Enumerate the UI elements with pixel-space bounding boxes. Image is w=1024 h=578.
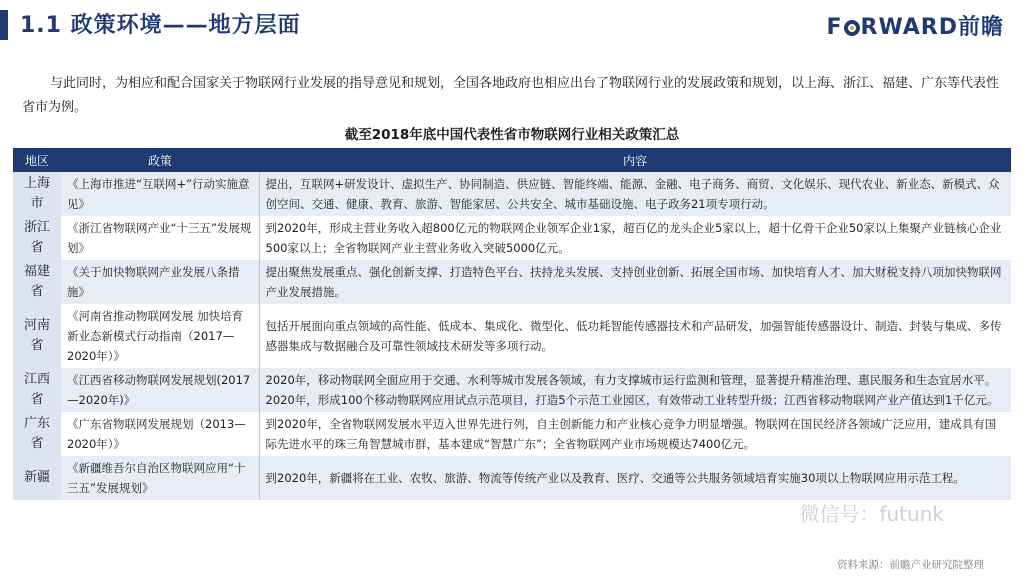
- region-cell: 广东省: [13, 412, 61, 456]
- region-cell: 浙江省: [13, 216, 61, 260]
- table-row: [13, 456, 1011, 500]
- policy-cell: 《浙江省物联网产业“十三五”发展规划》: [61, 216, 259, 260]
- logo-text-left: F: [826, 15, 843, 40]
- policy-cell: 《新疆维吾尔自治区物联网应用“十三五”发展规划》: [61, 456, 259, 500]
- table-title: 截至2018年底中国代表性省市物联网行业相关政策汇总: [344, 127, 680, 143]
- region-cell: 新疆: [13, 456, 61, 500]
- title-accent-bar: [0, 10, 8, 40]
- content-cell: 提出，互联网+研发设计、虚拟生产、协同制造、供应链、智能终端、能源、金融、电子商务、商贸、文化娱乐、现代农业、新业态、新模式、众创空间、交通、健康、教育、旅游、智能家居、公共安全、城市基础设施、电子政务21项专项行动。: [259, 172, 1011, 216]
- content-cell: 提出聚焦发展重点、强化创新支撑、打造特色平台、扶持龙头发展、支持创业创新、拓展全国市场、加快培育人才、加大财税支持八项加快物联网产业发展措施。: [259, 260, 1011, 304]
- region-cell: 江西省: [13, 368, 61, 412]
- wechat-watermark: 微信号：futunk: [799, 502, 944, 526]
- header-content: 内容: [259, 148, 1011, 172]
- table-row: [13, 216, 1011, 260]
- region-cell: 上海市: [13, 172, 61, 216]
- intro-paragraph: 与此同时，为相应和配合国家关于物联网行业发展的指导意见和规划，全国各地政府也相应出台了物联网行业的发展政策和规划，以上海、浙江、福建、广东等代表性省市为例。: [22, 76, 1000, 115]
- policy-cell: 《河南省推动物联网发展 加快培育新业态新模式行动指南（2017—2020年）》: [61, 304, 259, 368]
- policy-cell: 《关于加快物联网产业发展八条措施》: [61, 260, 259, 304]
- content-cell: 到2020年，全省物联网发展水平迈入世界先进行列，自主创新能力和产业核心竞争力明显增强。物联网在国民经济各领域广泛应用，建成具有国际先进水平的珠三角智慧城市群，基本建成“智慧广东”；全省物联网产业市场规模达7400亿元。: [259, 412, 1011, 456]
- table-header-row: [13, 148, 1011, 172]
- region-cell: 福建省: [13, 260, 61, 304]
- header-policy: 政策: [61, 148, 259, 172]
- content-cell: 2020年，移动物联网全面应用于交通、水利等城市发展各领域，有力支撑城市运行监测和管理，显著提升精准治理、惠民服务和生态宜居水平。2020年，形成100个移动物联网应用试点示范项目，打造5个示范工业园区，有效带动工业转型升级；江西省移动物联网产业产值达到1千亿元。: [259, 368, 1011, 412]
- logo-o-icon: [844, 20, 860, 36]
- header-region: 地区: [13, 148, 61, 172]
- forward-logo: [827, 10, 1004, 41]
- region-cell: 河南省: [13, 304, 61, 368]
- table-row: [13, 172, 1011, 216]
- policy-cell: 《上海市推进“互联网+”行动实施意见》: [61, 172, 259, 216]
- logo-text-right: RWARD前瞻: [860, 15, 1004, 40]
- table-row: [13, 412, 1011, 456]
- source-note: 资料来源：前瞻产业研究院整理: [837, 559, 984, 571]
- content-cell: 到2020年，形成主营业务收入超800亿元的物联网企业领军企业1家，超百亿的龙头企业5家以上，超十亿骨干企业50家以上集聚产业链核心企业500家以上；全省物联网产业主营业务收入突破5000亿元。: [259, 216, 1011, 260]
- policy-cell: 《广东省物联网发展规划（2013—2020年）》: [61, 412, 259, 456]
- content-cell: 到2020年，新疆将在工业、农牧、旅游、物流等传统产业以及教育、医疗、交通等公共服务领域培育实施30项以上物联网应用示范工程。: [259, 456, 1011, 500]
- table-row: [13, 368, 1011, 412]
- table-row: [13, 304, 1011, 368]
- policy-cell: 《江西省移动物联网发展规划(2017—2020年)》: [61, 368, 259, 412]
- page-title: 1.1 政策环境——地方层面: [20, 13, 301, 38]
- policy-table: [13, 148, 1011, 500]
- table-row: [13, 260, 1011, 304]
- content-cell: 包括开展面向重点领域的高性能、低成本、集成化、微型化、低功耗智能传感器技术和产品研发，加强智能传感器设计、制造、封装与集成、多传感器集成与数据融合及可靠性领域技术研发等多项行动。: [259, 304, 1011, 368]
